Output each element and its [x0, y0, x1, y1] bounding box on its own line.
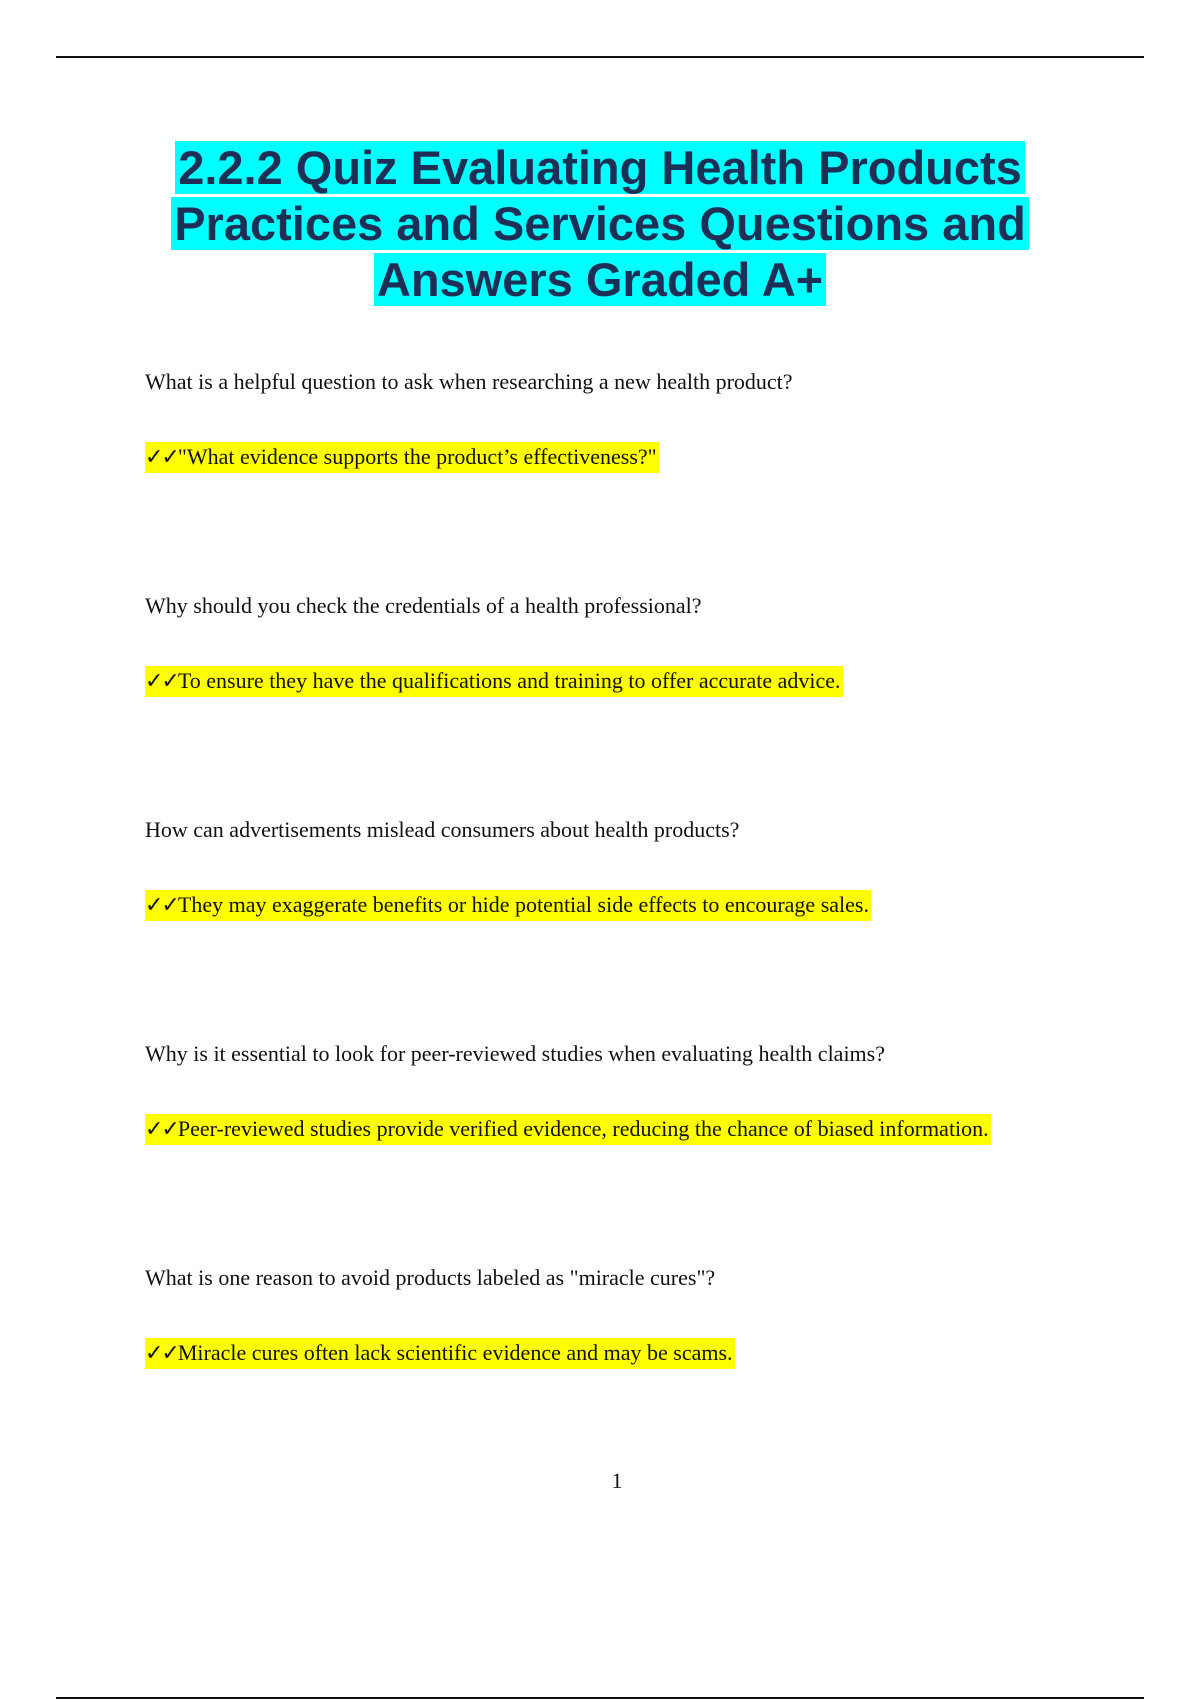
question-2: Why should you check the credentials of a health professional? [145, 593, 702, 618]
answer-4 [145, 1113, 1145, 1146]
answer-3 [145, 889, 1145, 922]
answer-2-text: To ensure they have the qualifications and training to offer accurate advice. [177, 668, 841, 693]
check-marks-icon: ✓✓ [145, 445, 178, 470]
answer-5-highlight [145, 1338, 735, 1369]
check-marks-icon: ✓✓ [145, 1117, 178, 1142]
question-4: Why is it essential to look for peer-reviewed studies when evaluating health claims? [145, 1041, 885, 1066]
answer-5 [145, 1337, 1145, 1370]
bottom-rule [56, 1697, 1144, 1699]
qa-item-3 [145, 815, 1145, 922]
check-marks-icon: ✓✓ [145, 669, 178, 694]
qa-item-5 [145, 1263, 1145, 1370]
answer-1 [145, 441, 1145, 474]
page-number: 1 [611, 1468, 623, 1493]
check-marks-icon: ✓✓ [145, 1341, 178, 1366]
question-1: What is a helpful question to ask when researching a new health product? [145, 369, 793, 394]
answer-1-text: "What evidence supports the product’s effectiveness?" [177, 444, 657, 469]
document-title [100, 140, 1100, 308]
answer-3-text: They may exaggerate benefits or hide potential side effects to encourage sales. [177, 892, 869, 917]
answer-3-highlight [145, 890, 871, 921]
top-rule [56, 56, 1144, 58]
answer-2 [145, 665, 1145, 698]
document-title-block [100, 140, 1100, 308]
qa-item-1 [145, 367, 1145, 474]
check-marks-icon: ✓✓ [145, 893, 178, 918]
answer-5-text: Miracle cures often lack scientific evidence and may be scams. [177, 1340, 733, 1365]
qa-item-4 [145, 1039, 1145, 1146]
answer-4-text: Peer-reviewed studies provide verified evidence, reducing the chance of biased information. [177, 1116, 989, 1141]
answer-1-highlight [145, 442, 659, 473]
qa-item-2 [145, 591, 1145, 698]
document-title-text: 2.2.2 Quiz Evaluating Health Products Practices and Services Questions and Answers Graded A+ [171, 141, 1029, 306]
answer-4-highlight [145, 1114, 991, 1145]
question-3: How can advertisements mislead consumers about health products? [145, 817, 740, 842]
answer-2-highlight [145, 666, 843, 697]
question-5: What is one reason to avoid products labeled as "miracle cures"? [145, 1265, 716, 1290]
